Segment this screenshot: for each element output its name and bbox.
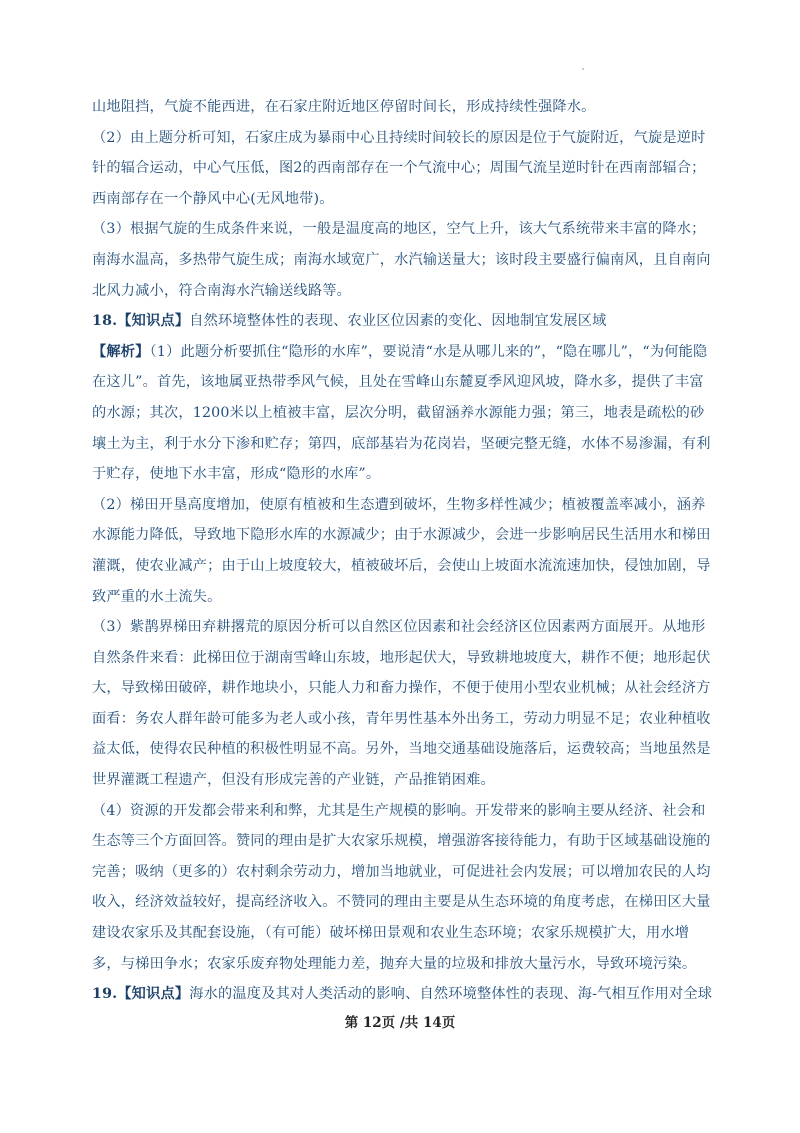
scan-speck bbox=[582, 68, 584, 70]
q18-number: 18. bbox=[92, 313, 118, 330]
q18-analysis-tag: 【解析】 bbox=[92, 343, 150, 360]
q18-analysis-4: （4）资源的开发都会带来利和弊，尤其是生产规模的影响。开发带来的影响主要从经济、社会和生态等三个方面回答。赞同的理由是扩大农家乐规模，增强游客接待能力，有助于区域基础设施的完善；吸纳（更多的）农村剩余劳动力，增加当地就业，可促进社会内发展；可以增加农民的人均收入，经济效益较好，提高经济收入。不赞同的理由主要是从生态环境的角度考虑，在梯田区大量建设农家乐及其配套设施，（有可能）破坏梯田景观和农业生态环境；农家乐规模扩大，用水增多，与梯田争水；农家乐废弃物处理能力差，抛弃大量的垃圾和排放大量污水，导致环境污染。 bbox=[92, 802, 711, 972]
q18-analysis-1 bbox=[92, 337, 714, 490]
q19-number: 19. bbox=[92, 986, 118, 1003]
q18-topic: 自然环境整体性的表现、农业区位因素的变化、因地制宜发展区域 bbox=[189, 313, 607, 330]
q18-analysis-1-text: （1）此题分析要抓住“隐形的水库”，要说清“水是从哪儿来的”，“隐在哪儿”，“为何能隐在这儿”。首先，该地属亚热带季风气候，且处在雪峰山东麓夏季风迎风坡，降水多，提供了丰富的水源；其次，1200米以上植被丰富，层次分明，截留涵养水源能力强；第三，地表是疏松的砂壤土为主，利于水分下渗和贮存；第四，底部基岩为花岗岩，坚硬完整无缝，水体不易渗漏，有利于贮存，使地下水丰富，形成“隐形的水库”。 bbox=[92, 343, 711, 483]
q18-heading bbox=[92, 306, 714, 337]
paragraph-q17-3: （3）根据气旋的生成条件来说，一般是温度高的地区，空气上升，该大气系统带来丰富的降水；南海水温高，多热带气旋生成；南海水域宽广，水汽输送量大；该时段主要盛行偏南风，且自南向北风力减小，符合南海水汽输送线路等。 bbox=[92, 221, 711, 299]
q18-analysis-2: （2）梯田开垦高度增加，使原有植被和生态遭到破坏，生物多样性减少；植被覆盖率减小，涵养水源能力降低，导致地下隐形水库的水源减少；由于水源减少，会进一步影响居民生活用水和梯田灌溉，使农业减产；由于山上坡度较大，植被破坏后，会使山上坡面水流流速加快，侵蚀加剧，导致严重的水土流失。 bbox=[92, 496, 711, 605]
q19-topic: 海水的温度及其对人类活动的影响、自然环境整体性的表现、海-气相互作用对全球 bbox=[189, 986, 713, 1003]
q19-heading bbox=[92, 979, 714, 1010]
q19-knowledge-tag: 【知识点】 bbox=[117, 986, 190, 1003]
paragraph-continuation: 山地阻挡，气旋不能西进，在石家庄附近地区停留时间长，形成持续性强降水。 bbox=[92, 99, 596, 115]
paragraph-q17-2: （2）由上题分析可知，石家庄成为暴雨中心且持续时间较长的原因是位于气旋附近，气旋是逆时针的辐合运动，中心气压低，图2的西南部存在一个气流中心；周围气流呈逆时针在西南部辐合；西南部存在一个静风中心(无风地带)。 bbox=[92, 129, 706, 207]
page-number-footer: 第 12页 /共 14页 bbox=[344, 1015, 456, 1031]
q18-analysis-3: （3）紫鹊界梯田弃耕撂荒的原因分析可以自然区位因素和社会经济区位因素两方面展开。从地形自然条件来看：此梯田位于湖南雪峰山东坡，地形起伏大，导致耕地坡度大，耕作不便；地形起伏大，导致梯田破碎，耕作地块小，只能人力和畜力操作，不便于使用小型农业机械；从社会经济方面看：务农人群年龄可能多为老人或小孩，青年男性基本外出务工，劳动力明显不足；农业种植收益太低，使得农民种植的积极性明显不高。另外，当地交通基础设施落后，运费较高；当地虽然是世界灌溉工程遗产，但没有形成完善的产业链，产品推销困难。 bbox=[92, 619, 711, 789]
q18-knowledge-tag: 【知识点】 bbox=[117, 313, 190, 330]
answer-text bbox=[92, 92, 714, 1010]
